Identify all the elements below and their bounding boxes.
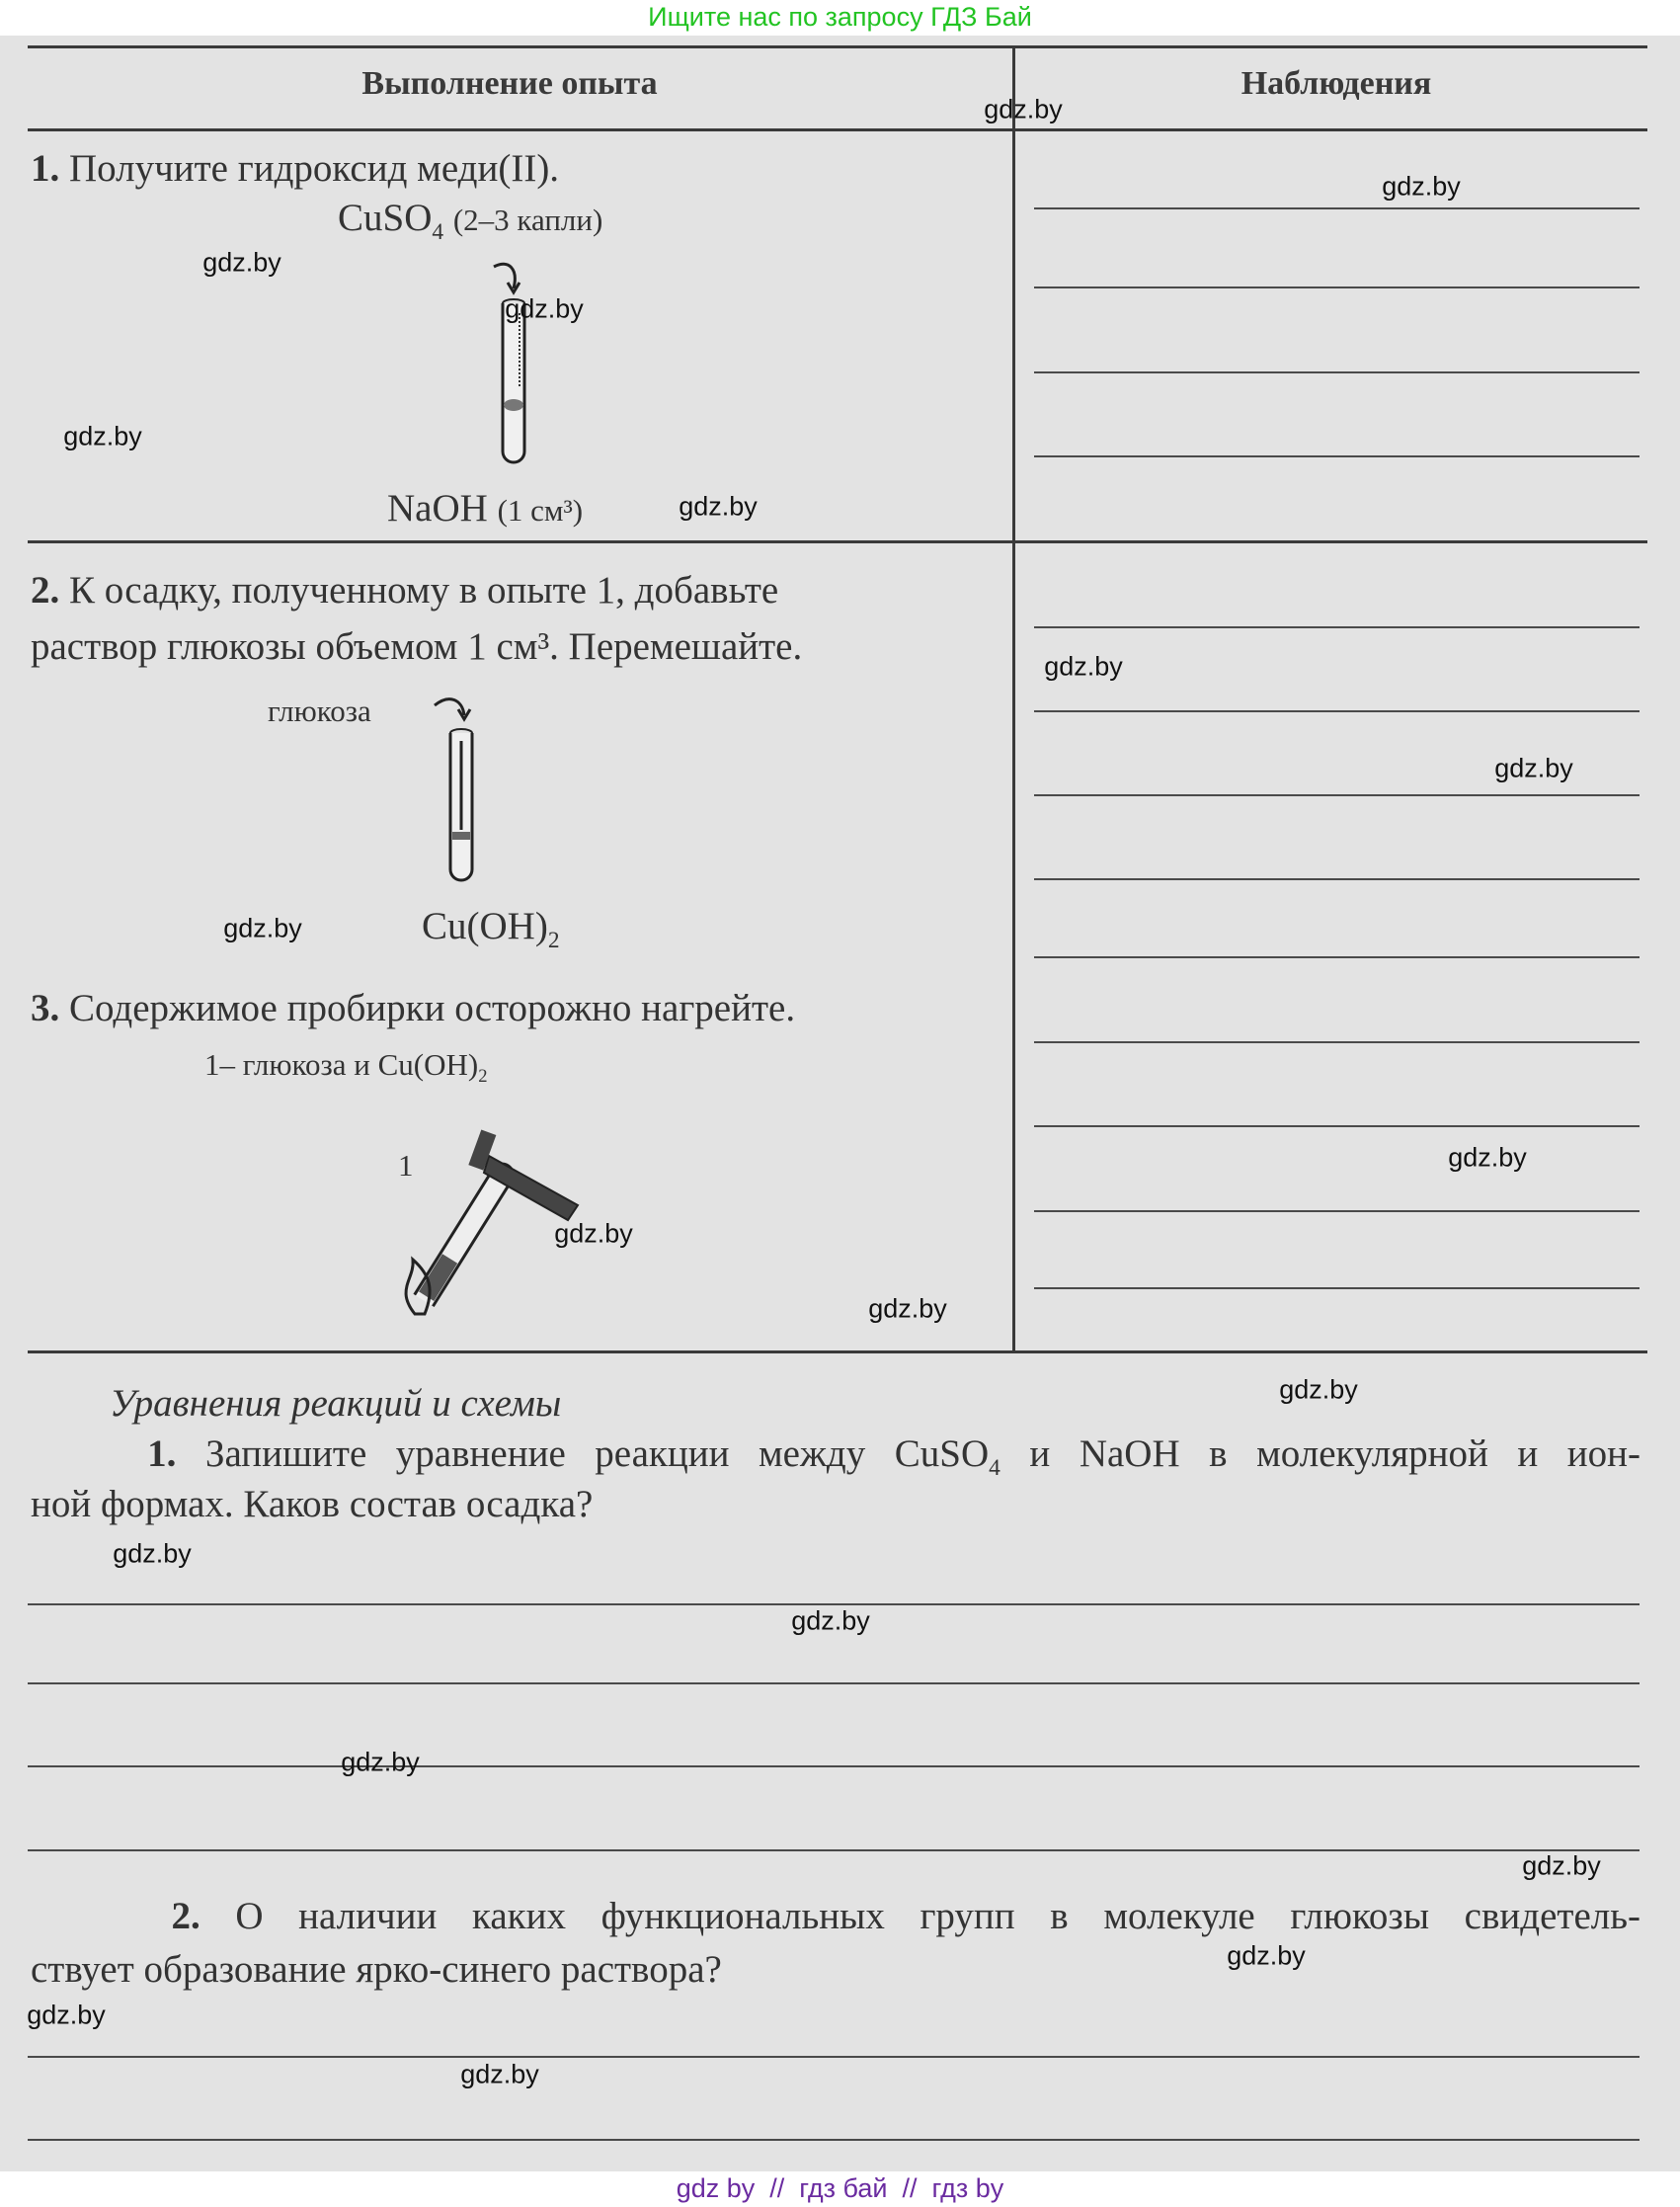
answer-line[interactable] [1034, 286, 1640, 288]
answer-line[interactable] [28, 1765, 1640, 1767]
reagent-naoh [387, 486, 583, 531]
watermark: gdz.by [505, 293, 584, 324]
reagent-cuso4 [338, 196, 602, 246]
watermark: gdz.by [1044, 651, 1123, 682]
answer-line[interactable] [1034, 878, 1640, 880]
answer-line[interactable] [1034, 626, 1640, 628]
question-2-line2: ствует образование ярко-синего раствора? [31, 1948, 722, 1991]
watermark: gdz.by [63, 421, 142, 451]
watermark: gdz.by [460, 2059, 539, 2089]
answer-line[interactable] [1034, 710, 1640, 712]
formula: Cu(OH) [422, 905, 548, 947]
question-text: Запишите уравнение реакции между CuSO [204, 1432, 990, 1475]
answer-line[interactable] [1034, 956, 1640, 958]
answer-line[interactable] [1034, 1125, 1640, 1127]
answer-line[interactable] [1034, 1041, 1640, 1043]
watermark: gdz.by [1279, 1374, 1358, 1405]
test-tube-icon [474, 259, 553, 476]
watermark: gdz.by [1448, 1142, 1527, 1173]
formula: NaOH [387, 487, 488, 530]
answer-line[interactable] [1034, 1210, 1640, 1212]
answer-line[interactable] [1034, 794, 1640, 796]
table-top-line [28, 45, 1647, 48]
table-column-divider [1012, 45, 1015, 1352]
subscript: 4 [432, 218, 444, 245]
search-banner[interactable]: Ищите нас по запросу ГДЗ Бай [0, 0, 1680, 36]
label-glucose: глюкоза [268, 694, 371, 728]
watermark: gdz.by [791, 1605, 870, 1636]
question-1-line2: ной формах. Каков состав осадка? [31, 1483, 594, 1525]
answer-line[interactable] [1034, 207, 1640, 209]
answer-line[interactable] [1034, 455, 1640, 457]
watermark: gdz.by [679, 491, 758, 522]
watermark: gdz.by [868, 1293, 947, 1324]
table-header-line [28, 128, 1647, 131]
question-1-line1 [31, 1431, 1640, 1482]
question-number: 2. [171, 1895, 200, 1937]
table-row-line [28, 540, 1647, 543]
legend-text: 1– глюкоза и Cu(OH) [204, 1047, 479, 1082]
answer-line[interactable] [28, 1682, 1640, 1684]
watermark: gdz.by [202, 247, 281, 278]
column-header-observations: Наблюдения [1240, 65, 1432, 102]
watermark: gdz.by [223, 913, 302, 943]
watermark: gdz.by [1494, 753, 1573, 783]
watermark: gdz.by [1522, 1850, 1601, 1881]
step-text: Содержимое пробирки осторожно нагрейте. [69, 987, 796, 1029]
watermark: gdz.by [27, 2000, 106, 2030]
watermark: gdz.by [1382, 171, 1461, 202]
step-3-instruction [31, 986, 795, 1030]
footer-links[interactable]: gdz by // гдз бай // гдз by [0, 2171, 1680, 2207]
step-3-legend [204, 1047, 488, 1088]
formula: CuSO [338, 197, 433, 239]
column-header-procedure: Выполнение опыта [361, 65, 658, 102]
step-1-instruction [31, 146, 559, 191]
test-tube-icon [425, 692, 504, 899]
answer-line[interactable] [28, 2139, 1640, 2141]
heating-apparatus-icon [395, 1092, 632, 1319]
amount: (1 см³) [497, 493, 584, 528]
watermark: gdz.by [341, 1747, 420, 1777]
subscript: 2 [547, 927, 560, 953]
step-2-instruction-line1 [31, 568, 778, 613]
label-copper-hydroxide [422, 904, 560, 954]
section-heading: Уравнения реакций и схемы [110, 1382, 562, 1425]
workbook-page [0, 36, 1680, 2175]
subscript: 4 [989, 1454, 1000, 1481]
question-2-line1 [31, 1894, 1640, 1938]
watermark: gdz.by [554, 1218, 633, 1249]
watermark: gdz.by [1227, 1940, 1306, 1971]
question-text: и NaOH в молекулярной и ион- [1029, 1432, 1641, 1475]
amount: (2–3 капли) [452, 203, 603, 237]
answer-line[interactable] [1034, 371, 1640, 373]
question-text: О наличии каких функциональных групп в молекуле глюкозы свидетель- [235, 1895, 1640, 1937]
question-number: 1. [147, 1432, 177, 1475]
answer-line[interactable] [28, 2056, 1640, 2058]
table-bottom-line [28, 1350, 1647, 1353]
answer-line[interactable] [28, 1849, 1640, 1851]
answer-line[interactable] [1034, 1287, 1640, 1289]
watermark: gdz.by [113, 1538, 192, 1569]
tube-marker: 1 [398, 1148, 414, 1183]
step-text: Получите гидроксид меди(II). [69, 147, 560, 190]
step-number: 1. [31, 147, 60, 190]
step-number: 3. [31, 987, 60, 1029]
step-number: 2. [31, 569, 60, 612]
subscript: 2 [478, 1066, 488, 1088]
step-text: К осадку, полученному в опыте 1, добавьте [69, 569, 779, 612]
watermark: gdz.by [984, 94, 1063, 124]
step-2-instruction-line2: раствор глюкозы объемом 1 см³. Перемешайте. [31, 625, 803, 668]
